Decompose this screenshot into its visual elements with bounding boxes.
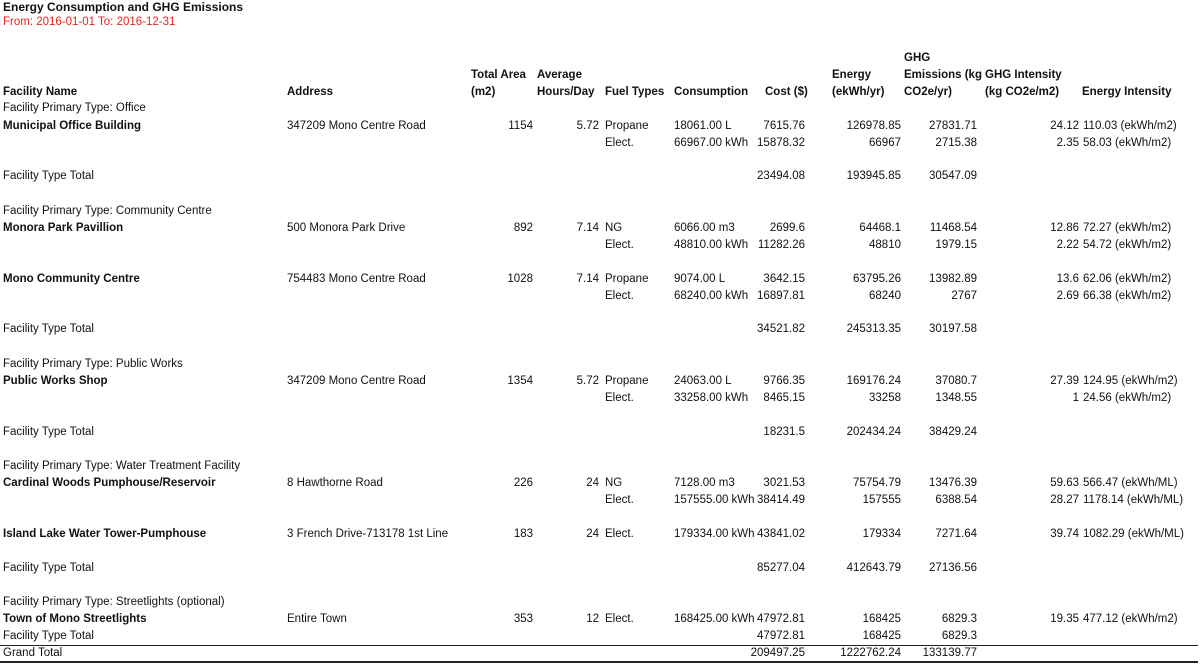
ghg-emissions-cell: 13982.89 — [929, 273, 977, 285]
energy-intensity-cell: 110.03 (ekWh/m2) — [1083, 120, 1177, 132]
facility-type-heading: Facility Primary Type: Water Treatment Facility — [3, 460, 241, 472]
consumption-cell: 24063.00 L — [674, 375, 732, 387]
ghg-intensity-cell: 27.39 — [1050, 375, 1079, 387]
energy-cell: 75754.79 — [853, 477, 901, 489]
cost-cell: 3021.53 — [763, 477, 805, 489]
facility-type-total-ghg: 27136.56 — [929, 562, 977, 574]
consumption-cell: 48810.00 kWh — [674, 239, 749, 251]
col-ghg-line3: CO2e/yr) — [904, 86, 952, 98]
fuel-type-cell: Elect. — [605, 613, 634, 625]
col-total-area — [471, 67, 526, 101]
ghg-intensity-cell: 28.27 — [1050, 494, 1079, 506]
energy-intensity-cell: 566.47 (ekWh/ML) — [1083, 477, 1178, 489]
facility-type-heading: Facility Primary Type: Streetlights (optional) — [3, 596, 225, 608]
energy-cell: 179334 — [862, 528, 901, 540]
total-area-cell: 226 — [513, 477, 533, 489]
col-energy-line2: (ekWh/yr) — [832, 86, 885, 98]
fuel-type-cell: Elect. — [605, 392, 634, 404]
facility-type-total-energy: 168425 — [862, 630, 901, 642]
facility-type-total-ghg: 30547.09 — [929, 170, 977, 182]
fuel-type-cell: Propane — [605, 375, 649, 387]
cost-cell: 43841.02 — [757, 528, 805, 540]
consumption-cell: 68240.00 kWh — [674, 290, 749, 302]
ghg-emissions-cell: 2715.38 — [935, 137, 977, 149]
energy-intensity-cell: 58.03 (ekWh/m2) — [1083, 137, 1172, 149]
fuel-type-cell: Elect. — [605, 239, 634, 251]
col-ghg-line2: Emissions (kg — [904, 69, 982, 81]
grand-total-bottom-rule — [0, 661, 1198, 663]
facility-type-total-label: Facility Type Total — [3, 630, 94, 642]
ghg-intensity-cell: 1 — [1072, 392, 1079, 404]
facility-type-heading: Facility Primary Type: Community Centre — [3, 205, 212, 217]
facility-name: Municipal Office Building — [3, 120, 141, 132]
col-ghg-emissions — [904, 50, 982, 101]
fuel-type-cell: Elect. — [605, 494, 634, 506]
hours-cell: 24 — [586, 477, 599, 489]
address-cell: 347209 Mono Centre Road — [287, 120, 426, 132]
energy-cell: 64468.1 — [859, 222, 901, 234]
energy-cell: 168425 — [862, 613, 901, 625]
energy-cell: 66967 — [869, 137, 901, 149]
col-consumption: Consumption — [674, 86, 749, 98]
total-area-cell: 353 — [513, 613, 533, 625]
address-cell: 8 Hawthorne Road — [287, 477, 383, 489]
col-ghg-line1: GHG — [904, 52, 931, 64]
facility-type-heading: Facility Primary Type: Public Works — [3, 358, 183, 370]
facility-name: Monora Park Pavillion — [3, 222, 124, 234]
energy-intensity-cell: 24.56 (ekWh/m2) — [1083, 392, 1172, 404]
ghg-emissions-cell: 6388.54 — [935, 494, 977, 506]
address-cell: Entire Town — [287, 613, 347, 625]
energy-intensity-cell: 54.72 (ekWh/m2) — [1083, 239, 1172, 251]
fuel-type-cell: Elect. — [605, 528, 634, 540]
facility-type-total-cost: 23494.08 — [757, 170, 805, 182]
facility-name: Town of Mono Streetlights — [3, 613, 147, 625]
consumption-cell: 18061.00 L — [674, 120, 732, 132]
consumption-cell: 9074.00 L — [674, 273, 726, 285]
facility-type-total-ghg: 38429.24 — [929, 426, 977, 438]
grand-total-top-rule — [0, 645, 1198, 646]
facility-type-total-energy: 245313.35 — [846, 323, 901, 335]
total-area-cell: 892 — [513, 222, 533, 234]
facility-type-total-label: Facility Type Total — [3, 426, 94, 438]
consumption-cell: 6066.00 m3 — [674, 222, 735, 234]
ghg-intensity-cell: 13.6 — [1056, 273, 1079, 285]
grand-total-label: Grand Total — [3, 647, 63, 659]
hours-cell: 5.72 — [576, 120, 599, 132]
facility-type-total-label: Facility Type Total — [3, 323, 94, 335]
cost-cell: 16897.81 — [757, 290, 805, 302]
consumption-cell: 179334.00 kWh — [674, 528, 755, 540]
ghg-emissions-cell: 13476.39 — [929, 477, 977, 489]
total-area-cell: 183 — [513, 528, 533, 540]
col-ghg-intensity — [985, 67, 1062, 101]
energy-intensity-cell: 124.95 (ekWh/m2) — [1083, 375, 1178, 387]
energy-intensity-cell: 1178.14 (ekWh/ML) — [1083, 494, 1184, 506]
hours-cell: 7.14 — [576, 222, 599, 234]
fuel-type-cell: Elect. — [605, 290, 634, 302]
col-average-hours-line1: Average — [537, 69, 582, 81]
facility-type-total-cost: 34521.82 — [757, 323, 805, 335]
energy-intensity-cell: 1082.29 (ekWh/ML) — [1083, 528, 1184, 540]
energy-intensity-cell: 62.06 (ekWh/m2) — [1083, 273, 1172, 285]
ghg-intensity-cell: 39.74 — [1050, 528, 1079, 540]
energy-cell: 169176.24 — [846, 375, 901, 387]
ghg-emissions-cell: 37080.7 — [935, 375, 977, 387]
fuel-type-cell: Propane — [605, 273, 649, 285]
address-cell: 754483 Mono Centre Road — [287, 273, 426, 285]
total-area-cell: 1028 — [507, 273, 533, 285]
facility-type-total-cost: 85277.04 — [757, 562, 805, 574]
cost-cell: 47972.81 — [757, 613, 805, 625]
facility-name: Mono Community Centre — [3, 273, 140, 285]
ghg-intensity-cell: 2.22 — [1056, 239, 1079, 251]
energy-cell: 63795.26 — [853, 273, 901, 285]
consumption-cell: 33258.00 kWh — [674, 392, 749, 404]
address-cell: 347209 Mono Centre Road — [287, 375, 426, 387]
facility-name: Cardinal Woods Pumphouse/Reservoir — [3, 477, 216, 489]
address-cell: 500 Monora Park Drive — [287, 222, 406, 234]
fuel-type-cell: Elect. — [605, 137, 634, 149]
ghg-emissions-cell: 27831.71 — [929, 120, 977, 132]
facility-name: Public Works Shop — [3, 375, 108, 387]
energy-cell: 126978.85 — [846, 120, 901, 132]
consumption-cell: 7128.00 m3 — [674, 477, 735, 489]
cost-cell: 11282.26 — [757, 239, 805, 251]
facility-type-total-energy: 202434.24 — [846, 426, 901, 438]
ghg-intensity-cell: 2.35 — [1056, 137, 1079, 149]
ghg-emissions-cell: 7271.64 — [935, 528, 977, 540]
col-ghg-intensity-line2: (kg CO2e/m2) — [985, 86, 1060, 98]
ghg-emissions-cell: 1979.15 — [935, 239, 977, 251]
consumption-cell: 66967.00 kWh — [674, 137, 749, 149]
energy-intensity-cell: 477.12 (ekWh/m2) — [1083, 613, 1178, 625]
grand-total-energy: 1222762.24 — [840, 647, 901, 659]
facility-type-total-cost: 18231.5 — [763, 426, 805, 438]
ghg-emissions-cell: 2767 — [951, 290, 977, 302]
col-address: Address — [287, 86, 334, 98]
cost-cell: 8465.15 — [763, 392, 805, 404]
facility-type-total-cost: 47972.81 — [757, 630, 805, 642]
consumption-cell: 168425.00 kWh — [674, 613, 755, 625]
report-title: Energy Consumption and GHG Emissions — [3, 0, 244, 14]
hours-cell: 12 — [586, 613, 599, 625]
cost-cell: 15878.32 — [757, 137, 805, 149]
energy-intensity-cell: 66.38 (ekWh/m2) — [1083, 290, 1172, 302]
col-facility-name: Facility Name — [3, 86, 78, 98]
facility-type-total-energy: 412643.79 — [846, 562, 901, 574]
facility-type-total-ghg: 6829.3 — [941, 630, 977, 642]
fuel-type-cell: NG — [605, 477, 623, 489]
cost-cell: 3642.15 — [763, 273, 805, 285]
ghg-intensity-cell: 2.69 — [1056, 290, 1079, 302]
facility-type-total-ghg: 30197.58 — [929, 323, 977, 335]
hours-cell: 7.14 — [576, 273, 599, 285]
report-date-range: From: 2016-01-01 To: 2016-12-31 — [3, 16, 176, 28]
ghg-intensity-cell: 59.63 — [1050, 477, 1079, 489]
fuel-type-cell: NG — [605, 222, 623, 234]
cost-cell: 38414.49 — [757, 494, 805, 506]
energy-cell: 48810 — [869, 239, 901, 251]
facility-type-total-label: Facility Type Total — [3, 170, 94, 182]
consumption-cell: 157555.00 kWh — [674, 494, 755, 506]
col-average-hours — [537, 67, 595, 101]
address-cell: 3 French Drive-713178 1st Line — [287, 528, 449, 540]
hours-cell: 24 — [586, 528, 599, 540]
cost-cell: 9766.35 — [763, 375, 805, 387]
col-ghg-intensity-line1: GHG Intensity — [985, 69, 1062, 81]
col-energy — [832, 67, 884, 101]
hours-cell: 5.72 — [576, 375, 599, 387]
energy-cell: 68240 — [869, 290, 901, 302]
col-cost: Cost ($) — [765, 86, 808, 98]
col-energy-line1: Energy — [832, 69, 871, 81]
col-fuel-types: Fuel Types — [605, 86, 665, 98]
ghg-emissions-cell: 1348.55 — [935, 392, 977, 404]
ghg-intensity-cell: 19.35 — [1050, 613, 1079, 625]
energy-intensity-cell: 72.27 (ekWh/m2) — [1083, 222, 1172, 234]
total-area-cell: 1154 — [508, 120, 533, 132]
col-energy-intensity: Energy Intensity — [1082, 86, 1172, 98]
col-total-area-line1: Total Area — [471, 69, 526, 81]
grand-total-cost: 209497.25 — [750, 647, 805, 659]
total-area-cell: 1354 — [507, 375, 533, 387]
ghg-emissions-cell: 6829.3 — [941, 613, 977, 625]
fuel-type-cell: Propane — [605, 120, 649, 132]
cost-cell: 7615.76 — [763, 120, 805, 132]
ghg-intensity-cell: 12.86 — [1050, 222, 1079, 234]
cost-cell: 2699.6 — [769, 222, 805, 234]
col-total-area-line2: (m2) — [471, 86, 496, 98]
facility-type-heading: Facility Primary Type: Office — [3, 102, 146, 114]
facility-type-total-energy: 193945.85 — [846, 170, 901, 182]
energy-cell: 157555 — [862, 494, 901, 506]
energy-cell: 33258 — [869, 392, 901, 404]
facility-name: Island Lake Water Tower-Pumphouse — [3, 528, 207, 540]
ghg-intensity-cell: 24.12 — [1050, 120, 1079, 132]
grand-total-ghg: 133139.77 — [922, 647, 977, 659]
facility-type-total-label: Facility Type Total — [3, 562, 94, 574]
ghg-emissions-cell: 11468.54 — [929, 222, 977, 234]
col-average-hours-line2: Hours/Day — [537, 86, 595, 98]
